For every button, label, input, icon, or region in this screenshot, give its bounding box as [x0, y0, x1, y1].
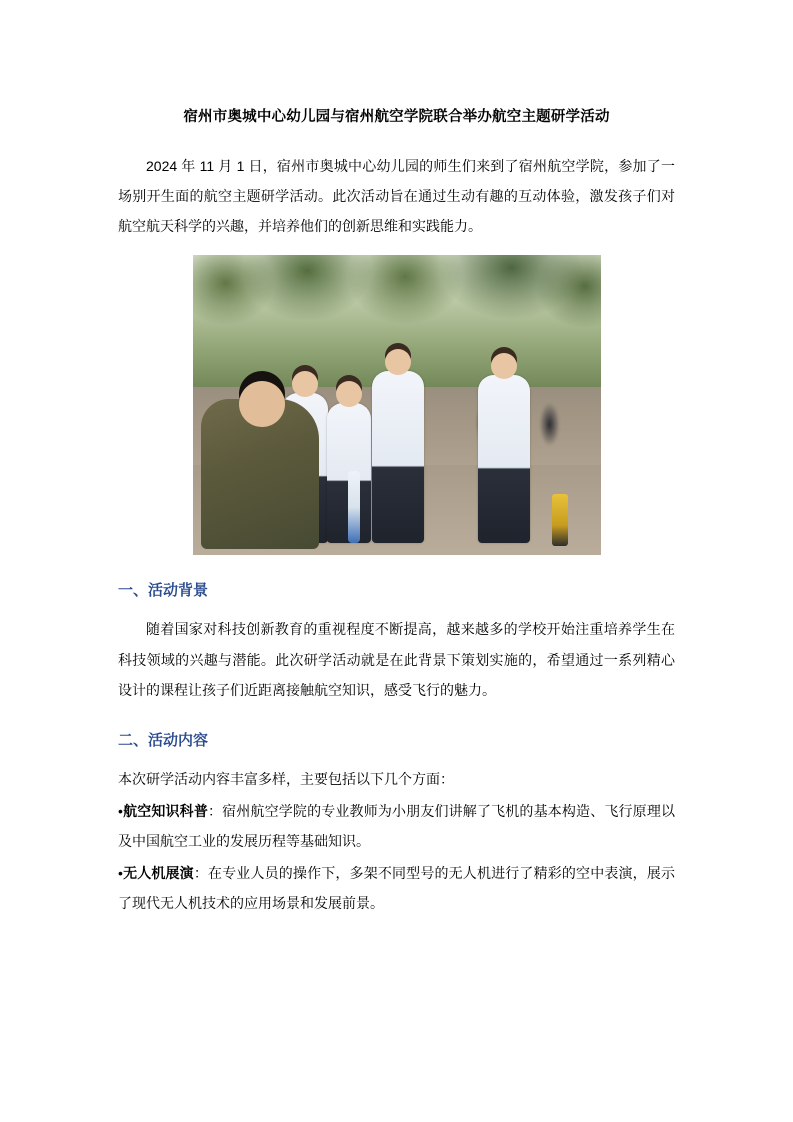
- bullet-marker: •: [118, 865, 123, 882]
- activity-photo: [193, 255, 601, 555]
- bullet-text: 宿州航空学院的专业教师为小朋友们讲解了飞机的基本构造、飞行原理以及中国航空工业的发展历程等基础知识。: [118, 802, 675, 849]
- section-heading-background: 一、活动背景: [118, 582, 209, 600]
- photo-air-pump: [552, 494, 568, 546]
- photo-child-head: [336, 381, 362, 407]
- bullet-label: 无人机展演: [122, 865, 194, 882]
- intro-paragraph: 2024 年 11 月 1 日，宿州市奥城中心幼儿园的师生们来到了宿州航空学院，参加了一场别开生面的航空主题研学活动。此次活动旨在通过生动有趣的互动体验，激发孩子们对航空航天科学的兴趣，并培养他们的创新思维和实践能力。: [118, 158, 675, 235]
- bullet-separator: ：: [193, 865, 208, 882]
- photo-teacher: [201, 399, 319, 549]
- bullet-item-drone-show: [118, 858, 675, 918]
- section-content-paragraph: 本次研学活动内容丰富多样，主要包括以下几个方面：: [118, 770, 454, 787]
- section-background-paragraph: 随着国家对科技创新教育的重视程度不断提高，越来越多的学校开始注重培养学生在科技领域的兴趣与潜能。此次研学活动就是在此背景下策划实施的，希望通过一系列精心设计的课程让孩子们近距离接触航空知识，感受飞行的魅力。: [118, 621, 675, 698]
- bullet-separator: ：: [208, 802, 223, 819]
- bullet-label: 航空知识科普: [122, 802, 208, 819]
- photo-teacher-head: [239, 381, 285, 427]
- photo-child-4: [478, 375, 530, 543]
- bullet-marker: •: [118, 802, 123, 819]
- photo-child-head: [292, 371, 318, 397]
- photo-water-rocket: [348, 471, 360, 543]
- bullet-item-aviation-knowledge: [118, 796, 675, 856]
- photo-child-3: [372, 371, 424, 543]
- photo-child-head: [385, 349, 411, 375]
- bullet-text: 在专业人员的操作下，多架不同型号的无人机进行了精彩的空中表演，展示了现代无人机技术的应用场景和发展前景。: [118, 865, 675, 912]
- photo-child-head: [491, 353, 517, 379]
- section-heading-content: 二、活动内容: [118, 731, 209, 749]
- page-title: 宿州市奥城中心幼儿园与宿州航空学院联合举办航空主题研学活动: [183, 109, 610, 125]
- figure-container: [118, 255, 675, 555]
